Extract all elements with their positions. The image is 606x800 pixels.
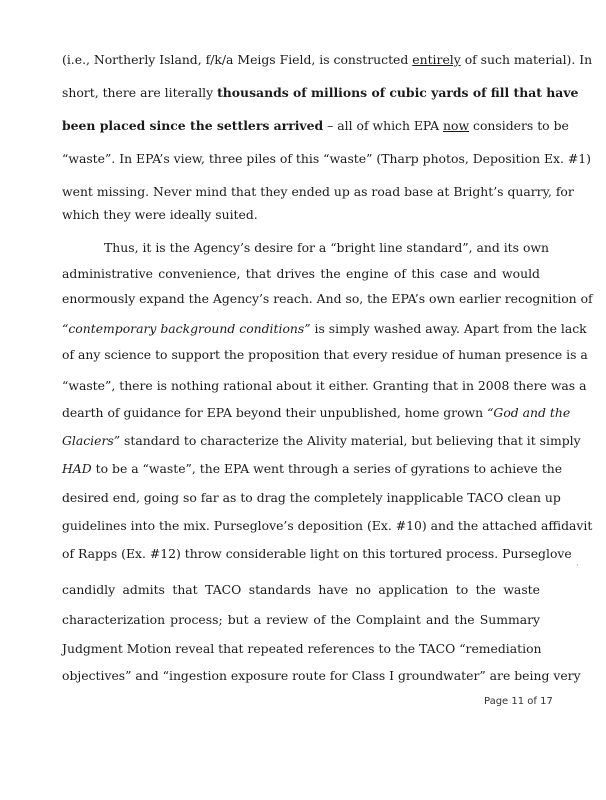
text-run: is simply washed away. Apart from the lack	[310, 321, 587, 336]
text-line: Thus, it is the Agency’s desire for a “bright line standard”, and its own	[104, 240, 549, 255]
text-line	[62, 433, 581, 449]
scan-speck: ·	[576, 561, 579, 570]
text-run: considers to be	[469, 118, 569, 133]
text-line: desired end, going so far as to drag the completely inapplicable TACO clean up	[62, 490, 561, 505]
text-run: to be a “waste”, the EPA went through a series of gyrations to achieve the	[91, 461, 563, 476]
text-line: of any science to support the proposition that every residue of human presence is a	[62, 347, 588, 362]
text-line: enormously expand the Agency’s reach. And so, the EPA’s own earlier recognition of	[62, 291, 593, 306]
text-run: standard to characterize the Alivity material, but believing that it simply	[120, 433, 581, 448]
text-line: guidelines into the mix. Purseglove’s deposition (Ex. #10) and the attached affidavit	[62, 518, 593, 533]
text-line: of Rapps (Ex. #12) throw considerable light on this tortured process. Purseglove	[62, 546, 572, 561]
text-line	[62, 118, 569, 134]
underlined-text: now	[443, 118, 470, 133]
underlined-text: entirely	[412, 52, 461, 67]
italic-text: “contemporary background conditions”	[62, 321, 311, 336]
text-line: “waste”. In EPA’s view, three piles of this “waste” (Tharp photos, Deposition Ex. #1)	[62, 151, 592, 166]
text-line: Judgment Motion reveal that repeated references to the TACO “remediation	[62, 641, 542, 656]
text-line	[62, 321, 587, 337]
text-line: “waste”, there is nothing rational about it either. Granting that in 2008 there was a	[62, 378, 587, 393]
text-line	[62, 405, 571, 421]
text-line: which they were ideally suited.	[62, 207, 258, 222]
text-run: (i.e., Northerly Island, f/k/a Meigs Field, is constructed	[62, 52, 413, 67]
text-line	[62, 85, 579, 101]
text-line: administrative convenience, that drives the engine of this case and would	[62, 266, 540, 281]
italic-text: HAD	[62, 461, 92, 476]
text-run: of such material). In	[460, 52, 593, 67]
text-line: characterization process; but a review of the Complaint and the Summary	[62, 612, 540, 627]
text-run: dearth of guidance for EPA beyond their unpublished, home grown	[62, 405, 488, 420]
text-line	[62, 52, 593, 68]
text-run: – all of which EPA	[323, 118, 444, 133]
italic-text: Glaciers”	[62, 433, 121, 448]
bold-text: been placed since the settlers arrived	[62, 118, 324, 133]
text-line	[62, 461, 563, 477]
text-line: went missing. Never mind that they ended up as road base at Bright’s quarry, for	[62, 184, 574, 199]
bold-text: thousands of millions of cubic yards of fill that have	[217, 85, 579, 100]
text-line: objectives” and “ingestion exposure route for Class I groundwater” are being very	[62, 668, 581, 683]
italic-text: “God and the	[487, 405, 571, 420]
text-line: candidly admits that TACO standards have no application to the waste	[62, 582, 540, 597]
page-number: Page 11 of 17	[484, 696, 553, 707]
text-run: short, there are literally	[62, 85, 218, 100]
